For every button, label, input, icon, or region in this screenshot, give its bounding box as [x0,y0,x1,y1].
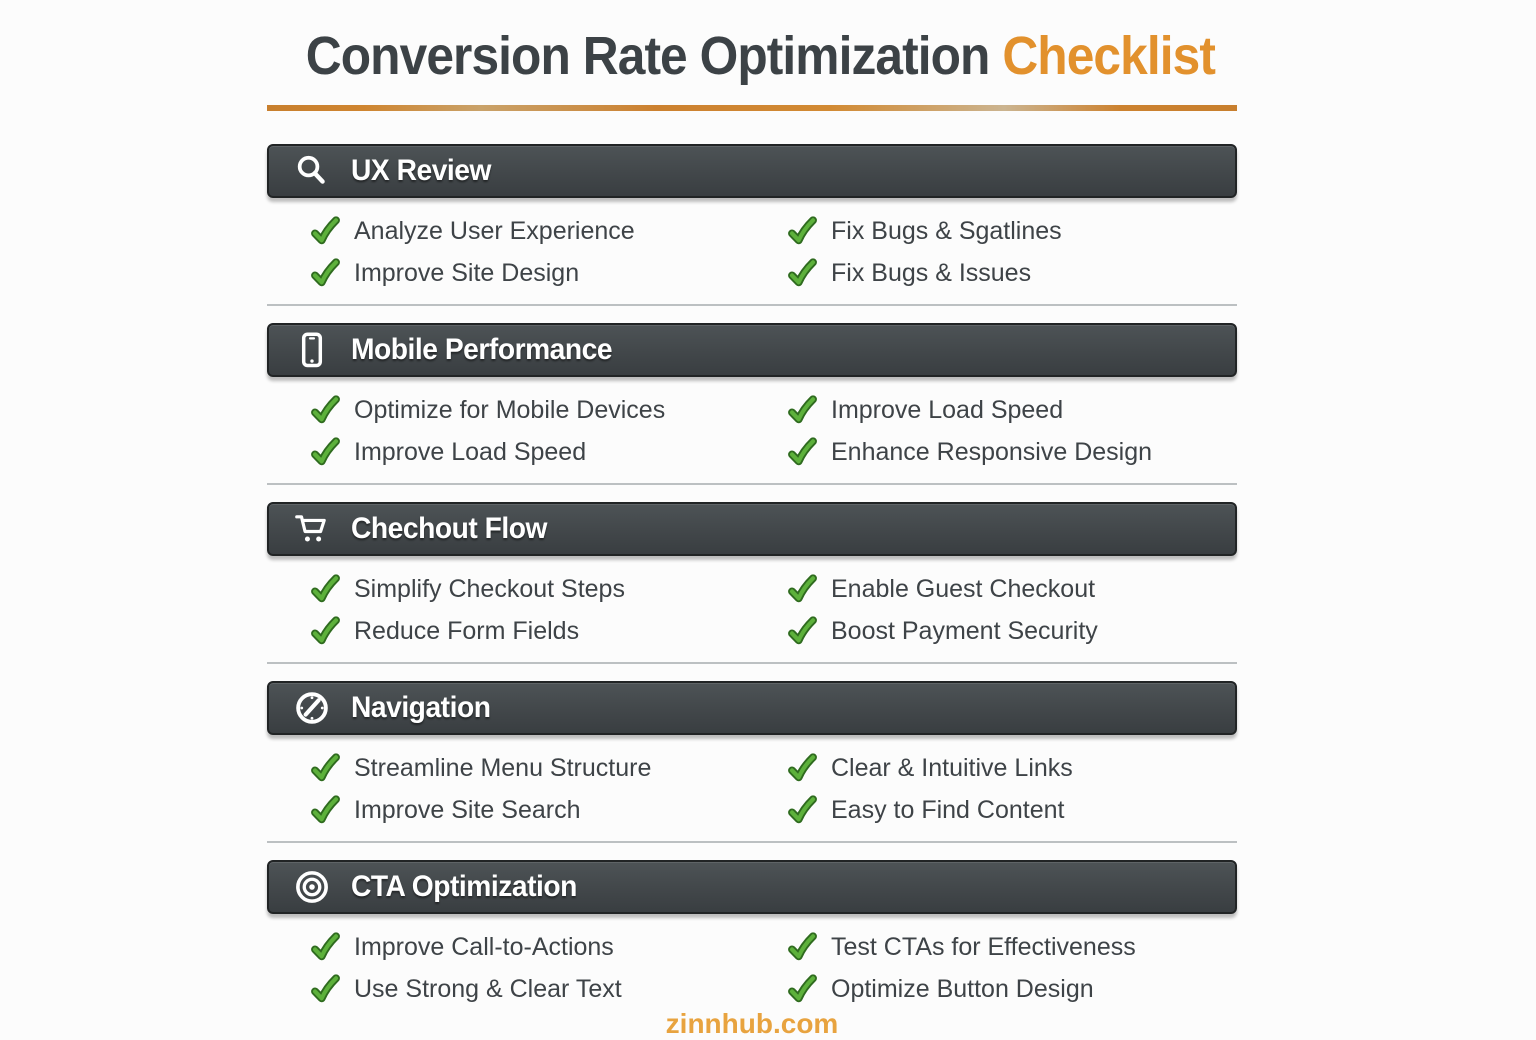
check-icon [310,395,341,426]
checklist-item [787,212,1237,250]
search-icon [293,152,331,190]
checklist-item [787,791,1237,829]
checklist-item-label: Improve Site Design [354,258,580,287]
cart-icon [293,510,331,548]
checklist-item [310,749,787,787]
section-header [267,502,1237,556]
checklist-item-label: Optimize for Mobile Devices [354,395,666,424]
section-divider [267,841,1237,843]
checklist-item [787,749,1237,787]
check-icon [310,753,341,784]
checklist-item [310,391,787,429]
checklist-item [787,254,1237,292]
checklist-section [267,502,1237,664]
check-icon [787,395,818,426]
check-icon [787,574,818,605]
checklist-item-label: Optimize Button Design [831,974,1094,1003]
check-icon [310,932,341,963]
section-header [267,323,1237,377]
checklist-item-label: Streamline Menu Structure [354,753,652,782]
section-divider [267,304,1237,306]
section-items [267,735,1237,833]
checklist-item-label: Improve Call-to-Actions [354,932,614,961]
section-title: Navigation [351,691,491,724]
checklist-section [267,144,1237,306]
header [267,0,1237,111]
section-items [267,377,1237,475]
checklist-item-label: Reduce Form Fields [354,616,580,645]
check-icon [787,974,818,1005]
check-icon [787,437,818,468]
check-icon [310,795,341,826]
title-underline [267,105,1237,111]
checklist-item [787,928,1237,966]
section-header [267,681,1237,735]
checklist-item-label: Enable Guest Checkout [831,574,1096,603]
check-icon [310,437,341,468]
check-icon [787,258,818,289]
checklist-item [787,970,1237,1008]
section-header [267,860,1237,914]
section-title: UX Review [351,154,491,187]
checklist-item-label: Boost Payment Security [831,616,1098,645]
infographic [267,0,1237,1039]
check-icon [310,616,341,647]
checklist-item-label: Simplify Checkout Steps [354,574,625,603]
checklist-item-label: Use Strong & Clear Text [354,974,622,1003]
section-divider [267,483,1237,485]
check-icon [310,974,341,1005]
check-icon [310,258,341,289]
section-items [267,198,1237,296]
checklist-item-label: Test CTAs for Effectiveness [831,932,1136,961]
checklist-item [787,612,1237,650]
section-items [267,914,1237,1012]
checklist-item [310,791,787,829]
check-icon [787,795,818,826]
checklist-item-label: Improve Load Speed [831,395,1064,424]
checklist-item [787,570,1237,608]
footer [267,1008,1237,1040]
section-header [267,144,1237,198]
checklist-section [267,323,1237,485]
checklist-item [310,970,787,1008]
smartphone-icon [293,331,331,369]
checklist-item [310,570,787,608]
target-icon [293,868,331,906]
check-icon [787,932,818,963]
section-title: CTA Optimization [351,870,577,903]
checklist-item-label: Fix Bugs & Issues [831,258,1032,287]
checklist-item-label: Enhance Responsive Design [831,437,1153,466]
website-url: zinnhub.com [665,1008,839,1039]
checklist-item [310,433,787,471]
check-icon [787,216,818,247]
checklist-item-label: Fix Bugs & Sgatlines [831,216,1062,245]
checklist-item-label: Improve Site Search [354,795,581,824]
check-icon [310,574,341,605]
checklist-item [310,928,787,966]
checklist-item-label: Clear & Intuitive Links [831,753,1073,782]
section-title: Chechout Flow [351,512,547,545]
page-title-main: Conversion Rate Optimization [305,26,1003,86]
checklist-item [787,433,1237,471]
checklist-item [787,391,1237,429]
page-title-accent: Checklist [1002,26,1215,86]
checklist-section [267,860,1237,1012]
checklist-item [310,254,787,292]
checklist-item-label: Analyze User Experience [354,216,635,245]
checklist-item-label: Improve Load Speed [354,437,587,466]
checklist-item [310,612,787,650]
check-icon [787,753,818,784]
page-title [305,24,1215,88]
checklist-section [267,681,1237,843]
checklist-item-label: Easy to Find Content [831,795,1065,824]
check-icon [787,616,818,647]
section-title: Mobile Performance [351,333,613,366]
section-items [267,556,1237,654]
compass-icon [293,689,331,727]
checklist-item [310,212,787,250]
check-icon [310,216,341,247]
checklist-sections [267,144,1237,1012]
section-divider [267,662,1237,664]
